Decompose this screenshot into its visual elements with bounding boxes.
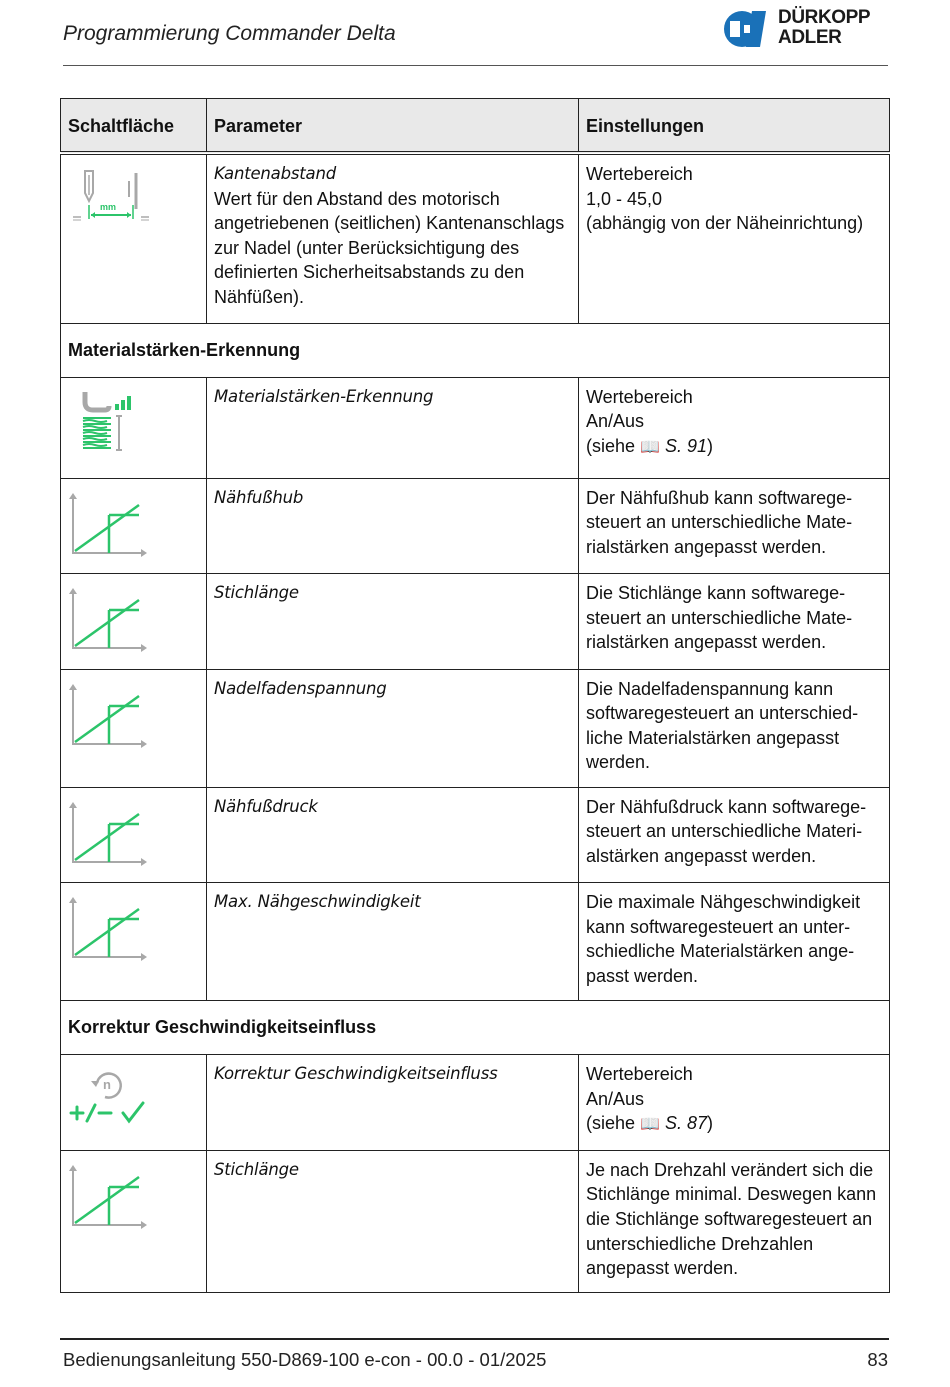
table-row: [61, 478, 890, 574]
table-row: [61, 153, 890, 323]
speed-correction-icon[interactable]: [67, 1067, 157, 1137]
settings-line: 1,0 - 45,0: [586, 188, 663, 209]
brand-logo: [722, 5, 892, 51]
settings-cell: Die maximale Nähgeschwindigkeit kann softwaregesteuert an unterschiedliche Materialstärken angepasst werden.: [579, 883, 890, 1001]
settings-line: An/Aus: [586, 1088, 645, 1109]
column-header-parameter: Parameter: [207, 99, 579, 154]
settings-line: Wertebereich: [586, 164, 693, 184]
parameter-description: Wert für den Abstand des motorisch angetriebenen (seitlichen) Kantenanschlags zur Nadel (unter Berücksichtigung des definierten Sicherheitsabstands zu den Nähfüßen).: [214, 188, 565, 307]
parameter-table: [60, 98, 890, 1293]
button-cell: [61, 883, 207, 1001]
curve-graph-icon[interactable]: [67, 586, 147, 656]
parameter-cell: [207, 377, 579, 478]
parameter-name: Korrektur Geschwindigkeitseinfluss: [214, 1064, 498, 1084]
curve-graph-icon[interactable]: [67, 895, 147, 965]
parameter-name: Max. Nähgeschwindigkeit: [214, 892, 421, 912]
settings-cell: [579, 1055, 890, 1151]
logo-line-1: DÜRKOPP: [778, 7, 871, 28]
book-icon: 📖: [640, 1116, 660, 1134]
footer-divider: [60, 1338, 889, 1340]
section-row: [61, 323, 890, 377]
parameter-cell: [207, 669, 579, 787]
table-header-row: [61, 99, 890, 154]
button-cell: [61, 669, 207, 787]
parameter-cell: [207, 1055, 579, 1151]
button-cell: [61, 478, 207, 574]
table-row: [61, 669, 890, 787]
material-thickness-icon[interactable]: [79, 388, 149, 458]
reference-prefix: (siehe: [586, 435, 641, 456]
table-row: [61, 787, 890, 883]
settings-cell: Je nach Drehzahl verändert sich die Stichlänge minimal. Deswegen kann die Stichlänge softwaregesteuert an unterschiedliche Drehzahlen angepasst werden.: [579, 1150, 890, 1292]
parameter-name: Nadelfadenspannung: [214, 678, 387, 698]
parameter-name: Nähfußhub: [214, 487, 304, 507]
parameter-name: Nähfußdruck: [214, 796, 318, 816]
parameter-cell: [207, 153, 579, 323]
table-row: [61, 1150, 890, 1292]
parameter-name: Stichlänge: [214, 1159, 299, 1179]
reference-suffix: ): [707, 1113, 713, 1134]
table-row: [61, 377, 890, 478]
table-row: [61, 883, 890, 1001]
column-header-settings: Einstellungen: [579, 99, 890, 154]
settings-line: [586, 434, 883, 461]
parameter-name: Materialstärken-Erkennung: [214, 386, 434, 406]
table-row: [61, 574, 890, 670]
section-row: [61, 1001, 890, 1055]
reference-prefix: (siehe: [586, 1113, 641, 1134]
parameter-cell: [207, 787, 579, 883]
parameter-cell: [207, 1150, 579, 1292]
logo-line-2: ADLER: [778, 27, 842, 48]
parameter-name: Stichlänge: [214, 583, 299, 603]
curve-graph-icon[interactable]: [67, 682, 147, 752]
button-cell: [61, 574, 207, 670]
section-title: Materialstärken-Erkennung: [61, 323, 890, 377]
curve-graph-icon[interactable]: [67, 800, 147, 870]
settings-cell: Der Nähfußdruck kann softwaregesteuert an unterschiedliche Materialstärken angepasst werden.: [579, 787, 890, 883]
table-row: [61, 1055, 890, 1151]
edge-distance-unit-label: mm: [100, 202, 117, 212]
settings-cell: Der Nähfußhub kann softwaregesteuert an unterschiedliche Materialstärken angepasst werden.: [579, 478, 890, 574]
settings-cell: Die Nadelfadenspannung kann softwaregesteuert an unterschiedliche Materialstärken angepasst werden.: [579, 669, 890, 787]
book-icon: 📖: [640, 438, 660, 456]
settings-line: Wertebereich: [586, 386, 693, 407]
button-cell: [61, 1055, 207, 1151]
settings-cell: [579, 377, 890, 478]
settings-line: [586, 1111, 883, 1138]
page-reference-link[interactable]: S. 87: [664, 1113, 707, 1134]
svg-text:n: n: [103, 1077, 111, 1093]
settings-line: Wertebereich: [586, 1064, 693, 1085]
footer-document-id: Bedienungsanleitung 550-D869-100 e-con - 00.0 - 01/2025: [63, 1349, 547, 1370]
curve-graph-icon[interactable]: [67, 491, 147, 561]
reference-suffix: ): [707, 435, 713, 456]
settings-line: An/Aus: [586, 411, 645, 432]
parameter-cell: [207, 478, 579, 574]
button-cell: [61, 787, 207, 883]
button-cell: [61, 153, 207, 323]
section-title: Korrektur Geschwindigkeitseinfluss: [61, 1001, 890, 1055]
header-divider: [63, 65, 888, 66]
parameter-name: Kantenabstand: [214, 164, 336, 183]
settings-cell: [579, 153, 890, 323]
settings-line: (abhängig von der Näheinrichtung): [586, 213, 864, 234]
parameter-cell: [207, 883, 579, 1001]
header-title: Programmierung Commander Delta: [63, 22, 396, 45]
page-number: 83: [867, 1349, 888, 1370]
parameter-cell: [207, 574, 579, 670]
button-cell: [61, 1150, 207, 1292]
settings-cell: Die Stichlänge kann softwaregesteuert an unterschiedliche Materialstärken angepasst werden.: [579, 574, 890, 670]
logo-mark-icon: [722, 7, 776, 51]
edge-distance-icon[interactable]: [69, 165, 159, 235]
button-cell: [61, 377, 207, 478]
curve-graph-icon[interactable]: [67, 1163, 147, 1233]
page-reference-link[interactable]: S. 91: [664, 435, 707, 456]
column-header-button: Schaltfläche: [61, 99, 207, 154]
